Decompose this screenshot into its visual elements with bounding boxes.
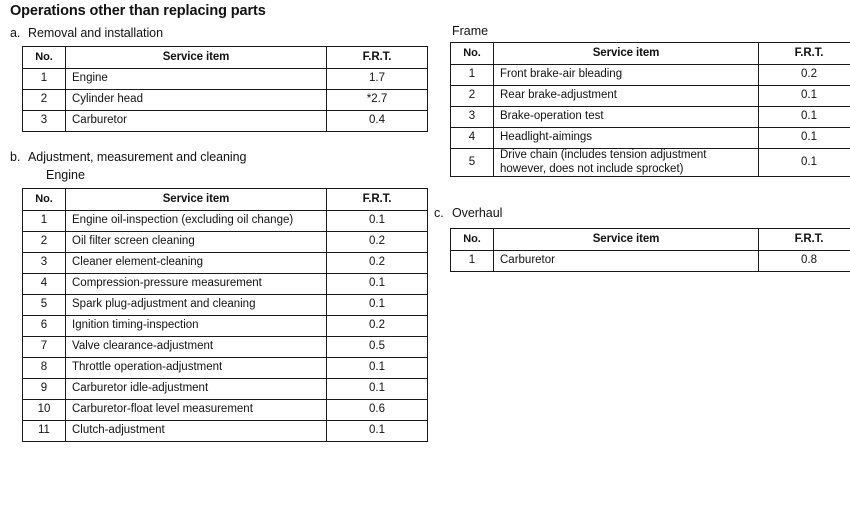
table-row bbox=[23, 90, 428, 111]
table-row bbox=[23, 316, 428, 337]
cell-frt: *2.7 bbox=[327, 90, 428, 111]
page-title: Operations other than replacing parts bbox=[10, 3, 266, 19]
cell-service-item: Brake-operation test bbox=[494, 107, 759, 128]
section-heading-overhaul bbox=[434, 206, 502, 220]
cell-frt: 0.1 bbox=[327, 211, 428, 232]
cell-frt: 0.1 bbox=[759, 149, 850, 177]
table-header-row bbox=[23, 47, 428, 69]
column-header-no: No. bbox=[23, 47, 66, 69]
cell-frt: 0.2 bbox=[327, 232, 428, 253]
cell-no: 1 bbox=[451, 251, 494, 272]
table-header-row bbox=[23, 189, 428, 211]
cell-no: 1 bbox=[451, 65, 494, 86]
section-heading-frame: Frame bbox=[452, 24, 489, 38]
table-row bbox=[23, 232, 428, 253]
cell-service-item: Engine bbox=[66, 69, 327, 90]
cell-service-item: Rear brake-adjustment bbox=[494, 86, 759, 107]
cell-service-item: Headlight-aimings bbox=[494, 128, 759, 149]
table-header-row bbox=[451, 229, 850, 251]
table-row bbox=[23, 400, 428, 421]
cell-no: 10 bbox=[23, 400, 66, 421]
cell-frt: 1.7 bbox=[327, 69, 428, 90]
section-label-removal: Removal and installation bbox=[28, 26, 163, 40]
table-row bbox=[23, 211, 428, 232]
cell-frt: 0.1 bbox=[327, 379, 428, 400]
table-adjustment-engine bbox=[22, 188, 428, 442]
cell-frt: 0.1 bbox=[327, 274, 428, 295]
section-label-adjustment: Adjustment, measurement and cleaning bbox=[28, 150, 247, 164]
cell-frt: 0.5 bbox=[327, 337, 428, 358]
cell-no: 5 bbox=[23, 295, 66, 316]
section-marker-b: b. bbox=[10, 150, 21, 164]
cell-frt: 0.4 bbox=[327, 111, 428, 132]
column-header-service-item: Service item bbox=[494, 229, 759, 251]
cell-no: 3 bbox=[451, 107, 494, 128]
cell-service-item: Cylinder head bbox=[66, 90, 327, 111]
cell-no: 2 bbox=[23, 90, 66, 111]
table-row bbox=[23, 337, 428, 358]
column-header-frt: F.R.T. bbox=[327, 47, 428, 69]
cell-service-item: Cleaner element-cleaning bbox=[66, 253, 327, 274]
section-label-overhaul: Overhaul bbox=[452, 206, 503, 220]
cell-service-item: Throttle operation-adjustment bbox=[66, 358, 327, 379]
table-header-row bbox=[451, 43, 850, 65]
cell-service-item: Carburetor idle-adjustment bbox=[66, 379, 327, 400]
cell-frt: 0.1 bbox=[327, 358, 428, 379]
cell-frt: 0.2 bbox=[327, 253, 428, 274]
cell-frt: 0.1 bbox=[327, 295, 428, 316]
cell-no: 11 bbox=[23, 421, 66, 442]
table-row bbox=[451, 128, 850, 149]
cell-no: 3 bbox=[23, 111, 66, 132]
column-header-no: No. bbox=[451, 43, 494, 65]
table-row bbox=[23, 111, 428, 132]
cell-service-item: Spark plug-adjustment and cleaning bbox=[66, 295, 327, 316]
cell-service-item: Engine oil-inspection (excluding oil change) bbox=[66, 211, 327, 232]
cell-service-item: Front brake-air bleading bbox=[494, 65, 759, 86]
cell-service-item: Carburetor bbox=[66, 111, 327, 132]
table-row bbox=[451, 86, 850, 107]
cell-no: 4 bbox=[23, 274, 66, 295]
cell-service-item-line1: Drive chain (includes tension adjustment bbox=[500, 149, 707, 161]
table-row bbox=[451, 149, 850, 177]
cell-frt: 0.1 bbox=[759, 107, 850, 128]
cell-frt: 0.2 bbox=[759, 65, 850, 86]
table-row bbox=[23, 69, 428, 90]
cell-no: 5 bbox=[451, 149, 494, 177]
cell-no: 6 bbox=[23, 316, 66, 337]
cell-frt: 0.1 bbox=[327, 421, 428, 442]
table-row bbox=[451, 107, 850, 128]
column-header-no: No. bbox=[23, 189, 66, 211]
table-row bbox=[23, 295, 428, 316]
cell-service-item-line2: however, does not include sprocket) bbox=[500, 162, 684, 175]
table-frame bbox=[450, 42, 850, 177]
column-header-service-item: Service item bbox=[66, 47, 327, 69]
table-overhaul bbox=[450, 228, 850, 272]
table-row bbox=[23, 274, 428, 295]
cell-frt: 0.2 bbox=[327, 316, 428, 337]
cell-no: 2 bbox=[23, 232, 66, 253]
table-row bbox=[23, 379, 428, 400]
section-heading-adjustment bbox=[10, 150, 246, 164]
cell-frt: 0.8 bbox=[759, 251, 850, 272]
column-header-frt: F.R.T. bbox=[327, 189, 428, 211]
cell-no: 2 bbox=[451, 86, 494, 107]
table-row bbox=[23, 421, 428, 442]
section-heading-removal bbox=[10, 26, 163, 40]
table-row bbox=[451, 65, 850, 86]
cell-frt: 0.1 bbox=[759, 128, 850, 149]
column-header-frt: F.R.T. bbox=[759, 229, 850, 251]
column-header-service-item: Service item bbox=[66, 189, 327, 211]
cell-frt: 0.6 bbox=[327, 400, 428, 421]
cell-no: 9 bbox=[23, 379, 66, 400]
column-header-service-item: Service item bbox=[494, 43, 759, 65]
subsection-heading-engine: Engine bbox=[46, 168, 85, 182]
cell-service-item: Carburetor-float level measurement bbox=[66, 400, 327, 421]
cell-service-item: Compression-pressure measurement bbox=[66, 274, 327, 295]
cell-no: 4 bbox=[451, 128, 494, 149]
cell-no: 1 bbox=[23, 211, 66, 232]
cell-no: 3 bbox=[23, 253, 66, 274]
cell-service-item: Carburetor bbox=[494, 251, 759, 272]
cell-no: 8 bbox=[23, 358, 66, 379]
column-header-frt: F.R.T. bbox=[759, 43, 850, 65]
section-marker-c: c. bbox=[434, 206, 444, 220]
cell-service-item: Valve clearance-adjustment bbox=[66, 337, 327, 358]
table-row bbox=[23, 253, 428, 274]
section-marker-a: a. bbox=[10, 26, 21, 40]
table-row bbox=[451, 251, 850, 272]
cell-service-item: Ignition timing-inspection bbox=[66, 316, 327, 337]
cell-service-item: Oil filter screen cleaning bbox=[66, 232, 327, 253]
cell-service-item bbox=[494, 149, 759, 177]
cell-no: 7 bbox=[23, 337, 66, 358]
table-row bbox=[23, 358, 428, 379]
cell-service-item: Clutch-adjustment bbox=[66, 421, 327, 442]
cell-no: 1 bbox=[23, 69, 66, 90]
table-removal-and-installation bbox=[22, 46, 428, 132]
column-header-no: No. bbox=[451, 229, 494, 251]
cell-frt: 0.1 bbox=[759, 86, 850, 107]
